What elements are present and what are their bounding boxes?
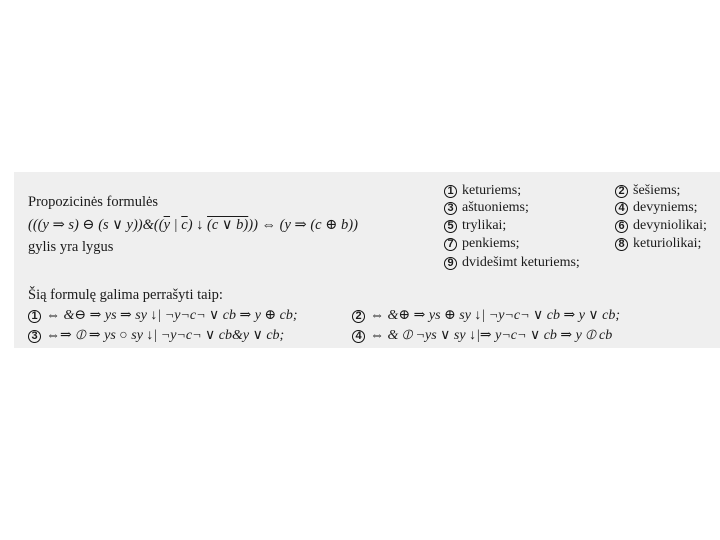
answer-number-badge: 5	[444, 220, 457, 233]
answer-text: devyniems;	[633, 200, 698, 215]
option-formula: ⇔ &⊖ ⇒ ys ⇒ sy ↓| ¬y¬c¬ ∨ cb ⇒ y ⊕ cb;	[46, 308, 298, 323]
question-formula: (((y ⇒ s) ⊖ (s ∨ $y))\&((\overline{y}$ | $\overline{c}$) ↓ (c ∨ b))) ⇔ (y ⇒ (c ⊕ b))	[28, 217, 358, 233]
answer-number-badge: 3	[444, 202, 457, 215]
answer-text: aštuoniems;	[462, 200, 529, 215]
answer-8[interactable]	[615, 236, 701, 252]
answer-number-badge: 9	[444, 257, 457, 270]
answer-5[interactable]	[444, 218, 506, 234]
answer-number-badge: 7	[444, 238, 457, 251]
rewrite-option-1[interactable]	[28, 308, 298, 324]
answer-text: keturiolikai;	[633, 236, 702, 251]
answer-text: trylikai;	[462, 218, 507, 233]
answer-text: keturiems;	[462, 183, 522, 198]
answer-4[interactable]	[615, 200, 698, 216]
answer-2[interactable]	[615, 183, 680, 199]
rewrite-option-2[interactable]	[352, 308, 620, 324]
answer-3[interactable]	[444, 200, 529, 216]
answer-6[interactable]	[615, 218, 707, 234]
answer-number-badge: 8	[615, 238, 628, 251]
answer-9[interactable]	[444, 255, 580, 271]
option-number-badge: 3	[28, 330, 41, 343]
answer-text: dvidešimt keturiems;	[462, 255, 580, 270]
rewrite-option-3[interactable]	[28, 328, 284, 344]
answer-1[interactable]	[444, 183, 521, 199]
question-title: Propozicinės formulės	[28, 194, 159, 210]
option-number-badge: 2	[352, 310, 365, 323]
rewrite-intro: Šią formulę galima perrašyti taip:	[28, 287, 223, 303]
option-formula: ⇔ & ⦶ ¬ys ∨ sy ↓|⇒ y¬c¬ ∨ cb ⇒ y ⦶ cb	[370, 328, 613, 343]
answer-number-badge: 4	[615, 202, 628, 215]
option-formula: ⇔ &⊕ ⇒ ys ⊕ sy ↓| ¬y¬c¬ ∨ cb ⇒ y ∨ cb;	[370, 308, 621, 323]
answer-text: devyniolikai;	[633, 218, 707, 233]
option-formula: ⇔⇒ ⦶ ⇒ ys ○ sy ↓| ¬y¬c¬ ∨ cb&y ∨ cb;	[46, 328, 285, 343]
option-number-badge: 1	[28, 310, 41, 323]
answer-text: penkiems;	[462, 236, 520, 251]
answer-number-badge: 1	[444, 185, 457, 198]
rewrite-option-4[interactable]	[352, 328, 612, 344]
answer-7[interactable]	[444, 236, 520, 252]
option-number-badge: 4	[352, 330, 365, 343]
answer-text: šešiems;	[633, 183, 681, 198]
answer-number-badge: 2	[615, 185, 628, 198]
question-tail: gylis yra lygus	[28, 239, 114, 255]
answer-number-badge: 6	[615, 220, 628, 233]
